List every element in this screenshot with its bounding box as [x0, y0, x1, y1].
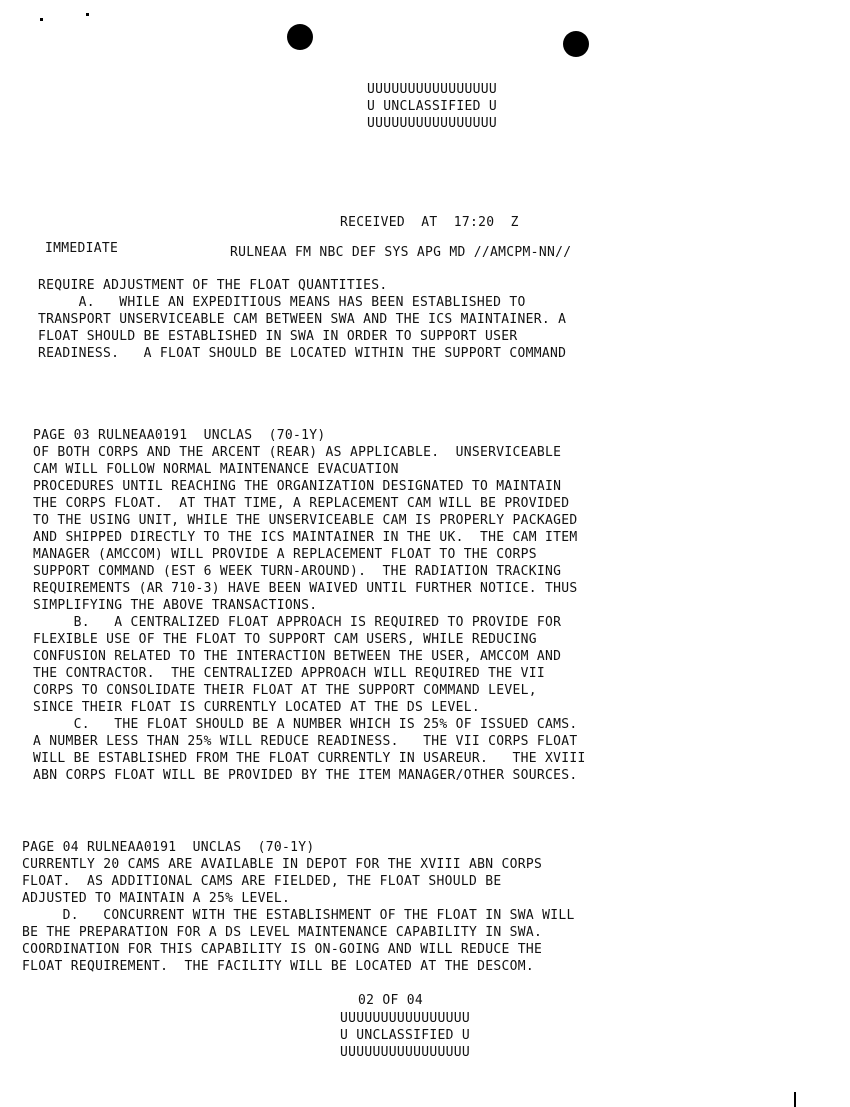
page-header: PAGE 04 RULNEAA0191 UNCLAS (70-1Y): [22, 840, 315, 855]
body-line: BE THE PREPARATION FOR A DS LEVEL MAINTENANCE CAPABILITY IN SWA.: [22, 925, 543, 940]
page-header: PAGE 03 RULNEAA0191 UNCLAS (70-1Y): [33, 428, 326, 443]
body-line: CURRENTLY 20 CAMS ARE AVAILABLE IN DEPOT FOR THE XVIII ABN CORPS: [22, 857, 543, 872]
body-line: FLOAT SHOULD BE ESTABLISHED IN SWA IN ORDER TO SUPPORT USER: [38, 329, 518, 344]
body-line: FLOAT. AS ADDITIONAL CAMS ARE FIELDED, THE FLOAT SHOULD BE: [22, 874, 502, 889]
body-line: ADJUSTED TO MAINTAIN A 25% LEVEL.: [22, 891, 291, 906]
punch-hole-right: [563, 31, 589, 57]
body-line: THE CORPS FLOAT. AT THAT TIME, A REPLACEMENT CAM WILL BE PROVIDED: [33, 496, 570, 511]
body-line: PROCEDURES UNTIL REACHING THE ORGANIZATION DESIGNATED TO MAINTAIN: [33, 479, 562, 494]
body-line: C. THE FLOAT SHOULD BE A NUMBER WHICH IS 25% OF ISSUED CAMS.: [33, 717, 578, 732]
body-line: READINESS. A FLOAT SHOULD BE LOCATED WITHIN THE SUPPORT COMMAND: [38, 346, 567, 361]
page-count: 02 OF 04: [358, 993, 424, 1008]
body-line: AND SHIPPED DIRECTLY TO THE ICS MAINTAINER IN THE UK. THE CAM ITEM: [33, 530, 578, 545]
body-line: FLOAT REQUIREMENT. THE FACILITY WILL BE LOCATED AT THE DESCOM.: [22, 959, 534, 974]
body-line: REQUIREMENTS (AR 710-3) HAVE BEEN WAIVED UNTIL FURTHER NOTICE. THUS: [33, 581, 578, 596]
body-line: A NUMBER LESS THAN 25% WILL REDUCE READINESS. THE VII CORPS FLOAT: [33, 734, 578, 749]
body-line: CONFUSION RELATED TO THE INTERACTION BETWEEN THE USER, AMCCOM AND: [33, 649, 562, 664]
body-line: TRANSPORT UNSERVICEABLE CAM BETWEEN SWA AND THE ICS MAINTAINER. A: [38, 312, 567, 327]
body-line: B. A CENTRALIZED FLOAT APPROACH IS REQUIRED TO PROVIDE FOR: [33, 615, 562, 630]
body-line: A. WHILE AN EXPEDITIOUS MEANS HAS BEEN ESTABLISHED TO: [38, 295, 526, 310]
punch-hole-left: [287, 24, 313, 50]
body-line: D. CONCURRENT WITH THE ESTABLISHMENT OF THE FLOAT IN SWA WILL: [22, 908, 575, 923]
body-line: REQUIRE ADJUSTMENT OF THE FLOAT QUANTITIES.: [38, 278, 388, 293]
scan-speck: [40, 18, 43, 21]
body-line: ABN CORPS FLOAT WILL BE PROVIDED BY THE ITEM MANAGER/OTHER SOURCES.: [33, 768, 578, 783]
classification-banner-bottom-3: UUUUUUUUUUUUUUUU: [340, 1045, 471, 1060]
received-stamp: RECEIVED AT 17:20 Z: [340, 215, 519, 230]
message-origin: RULNEAA FM NBC DEF SYS APG MD //AMCPM-NN//: [230, 245, 572, 260]
body-line: CAM WILL FOLLOW NORMAL MAINTENANCE EVACUATION: [33, 462, 399, 477]
scan-speck: [86, 13, 89, 16]
body-line: SINCE THEIR FLOAT IS CURRENTLY LOCATED AT THE DS LEVEL.: [33, 700, 480, 715]
scan-edge-line: [794, 1092, 796, 1107]
classification-banner-top-2: U UNCLASSIFIED U: [367, 99, 498, 114]
body-line: COORDINATION FOR THIS CAPABILITY IS ON-GOING AND WILL REDUCE THE: [22, 942, 543, 957]
body-line: TO THE USING UNIT, WHILE THE UNSERVICEABLE CAM IS PROPERLY PACKAGED: [33, 513, 578, 528]
body-line: THE CONTRACTOR. THE CENTRALIZED APPROACH WILL REQUIRED THE VII: [33, 666, 545, 681]
classification-banner-bottom-1: UUUUUUUUUUUUUUUU: [340, 1011, 471, 1026]
body-line: CORPS TO CONSOLIDATE THEIR FLOAT AT THE SUPPORT COMMAND LEVEL,: [33, 683, 537, 698]
body-line: MANAGER (AMCCOM) WILL PROVIDE A REPLACEMENT FLOAT TO THE CORPS: [33, 547, 537, 562]
body-line: FLEXIBLE USE OF THE FLOAT TO SUPPORT CAM USERS, WHILE REDUCING: [33, 632, 537, 647]
classification-banner-top-1: UUUUUUUUUUUUUUUU: [367, 82, 498, 97]
body-line: SIMPLIFYING THE ABOVE TRANSACTIONS.: [33, 598, 318, 613]
precedence: IMMEDIATE: [45, 241, 119, 256]
classification-banner-top-3: UUUUUUUUUUUUUUUU: [367, 116, 498, 131]
body-line: OF BOTH CORPS AND THE ARCENT (REAR) AS APPLICABLE. UNSERVICEABLE: [33, 445, 562, 460]
body-line: SUPPORT COMMAND (EST 6 WEEK TURN-AROUND). THE RADIATION TRACKING: [33, 564, 562, 579]
body-line: WILL BE ESTABLISHED FROM THE FLOAT CURRENTLY IN USAREUR. THE XVIII: [33, 751, 586, 766]
classification-banner-bottom-2: U UNCLASSIFIED U: [340, 1028, 471, 1043]
